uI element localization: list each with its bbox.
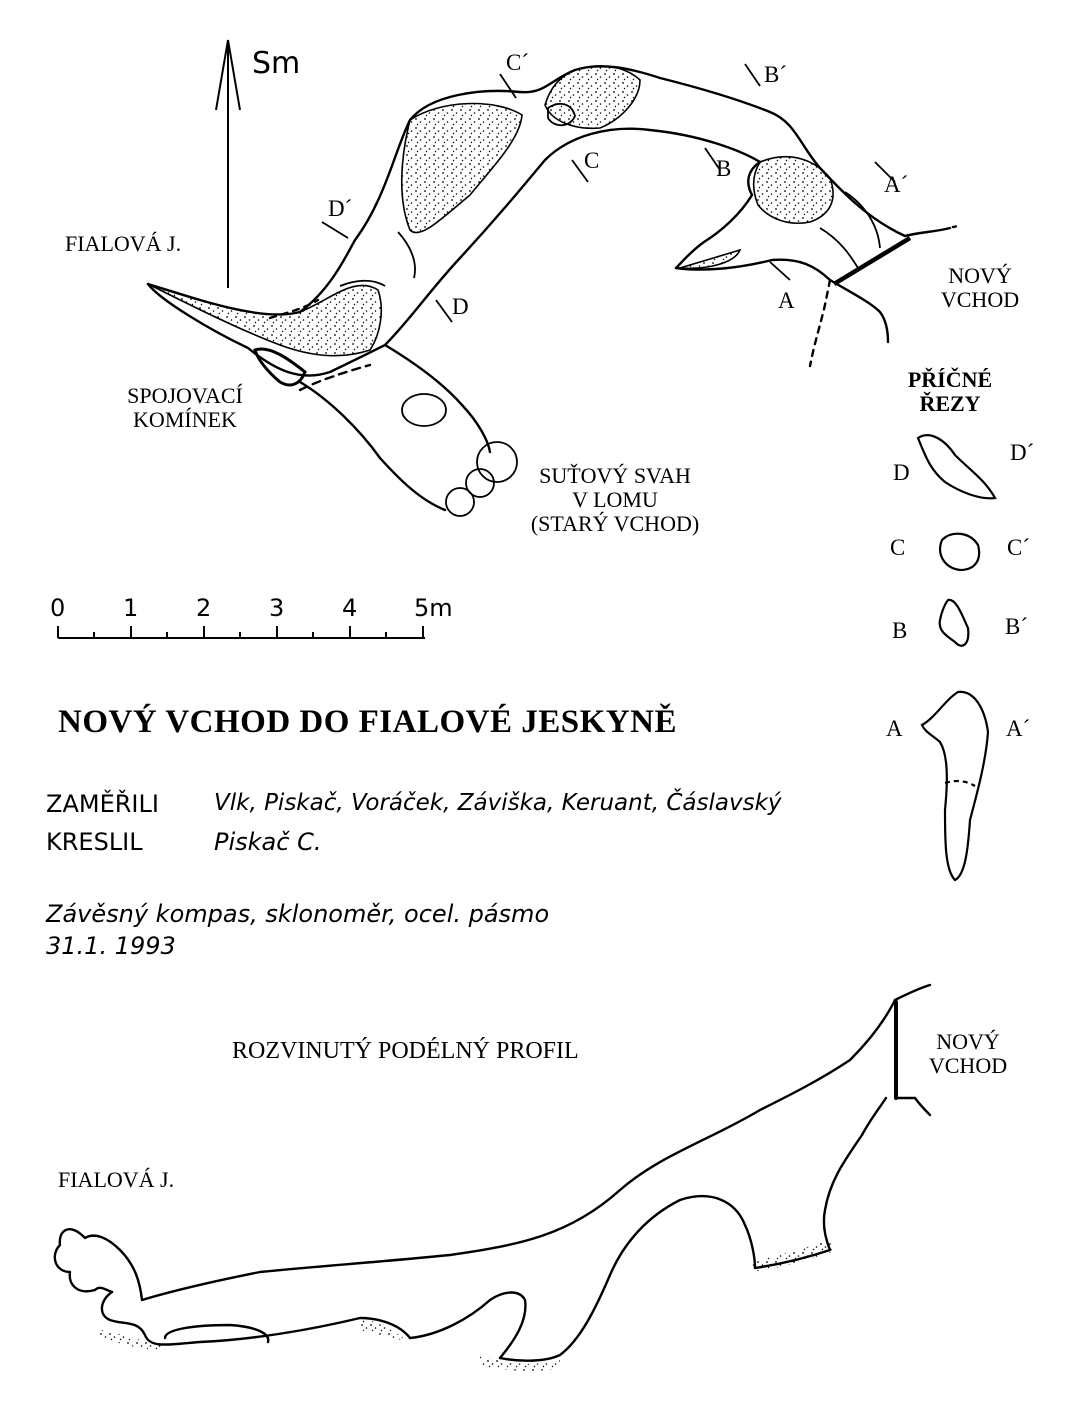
drawn-label: KRESLIL bbox=[46, 828, 143, 856]
north-arrow-icon bbox=[216, 40, 240, 288]
cross-section-a-shape bbox=[922, 692, 988, 880]
cross-section-d-prime-label: D´ bbox=[1010, 440, 1035, 465]
cross-section-b-shape bbox=[940, 600, 969, 646]
survey-instruments: Závěsný kompas, sklonoměr, ocel. pásmo bbox=[46, 900, 550, 928]
scale-tick-2: 2 bbox=[196, 594, 212, 622]
novy-vchod-line2: VCHOD bbox=[940, 287, 1020, 313]
cross-sections-heading-line2: ŘEZY bbox=[919, 391, 981, 417]
profile-novy-vchod-line2: VCHOD bbox=[928, 1053, 1008, 1079]
cross-section-d-shape bbox=[918, 435, 995, 498]
north-label: Sm bbox=[252, 46, 301, 81]
new-entrance-marker bbox=[834, 238, 910, 284]
profile-label-fialova-j: FIALOVÁ J. bbox=[58, 1167, 175, 1192]
sutovy-line3: (STARÝ VCHOD) bbox=[530, 511, 700, 537]
scale-tick-5m: 5m bbox=[414, 594, 453, 622]
profile-sediment bbox=[100, 1240, 832, 1371]
plan-label-novy-vchod bbox=[920, 264, 1040, 312]
section-mark-a: A bbox=[778, 288, 795, 313]
plan-label-spojovaci-komin bbox=[110, 384, 260, 432]
cross-section-c-shape bbox=[940, 534, 979, 570]
drawn-by: Piskač C. bbox=[214, 828, 322, 856]
cave-plan-outline bbox=[148, 66, 958, 513]
cross-section-c-label: C bbox=[890, 535, 906, 560]
spojovaci-line1: SPOJOVACÍ bbox=[127, 383, 243, 408]
profile-novy-vchod-line1: NOVÝ bbox=[936, 1029, 1000, 1054]
map-title: NOVÝ VCHOD DO FIALOVÉ JESKYNĚ bbox=[58, 704, 677, 740]
scale-tick-0: 0 bbox=[50, 594, 66, 622]
section-mark-c: C bbox=[584, 148, 600, 173]
cross-section-a-label: A bbox=[886, 716, 903, 741]
section-mark-d: D bbox=[452, 294, 469, 319]
cross-section-b-prime-label: B´ bbox=[1005, 614, 1028, 639]
cross-section-d-label: D bbox=[893, 460, 910, 485]
sutovy-line1: SUŤOVÝ SVAH bbox=[539, 463, 691, 488]
profile-title: ROZVINUTÝ PODÉLNÝ PROFIL bbox=[232, 1038, 579, 1064]
plan-label-sutovy-svah bbox=[500, 464, 730, 537]
cross-sections-heading bbox=[890, 368, 1010, 416]
section-mark-b: B bbox=[716, 156, 732, 181]
plan-label-fialova-j: FIALOVÁ J. bbox=[65, 231, 182, 256]
scale-tick-3: 3 bbox=[269, 594, 285, 622]
cross-section-c-prime-label: C´ bbox=[1007, 535, 1030, 560]
section-mark-a-prime: A´ bbox=[884, 172, 909, 197]
section-mark-c-prime: C´ bbox=[506, 50, 529, 75]
scale-bar bbox=[58, 626, 425, 638]
cross-sections-heading-line1: PŘÍČNÉ bbox=[907, 367, 993, 392]
scale-tick-1: 1 bbox=[123, 594, 139, 622]
surveyed-label: ZAMĚŘILI bbox=[46, 790, 159, 818]
sutovy-line2: V LOMU bbox=[572, 487, 658, 513]
profile-label-novy-vchod bbox=[908, 1030, 1028, 1078]
surveyed-by: Vlk, Piskač, Voráček, Záviška, Keruant, Čáslavský bbox=[214, 790, 782, 816]
cross-section-a-prime-label: A´ bbox=[1006, 716, 1031, 741]
novy-vchod-line1: NOVÝ bbox=[948, 263, 1012, 288]
cross-sections-drawings bbox=[918, 435, 995, 880]
spojovaci-line2: KOMÍNEK bbox=[133, 407, 237, 433]
section-mark-d-prime: D´ bbox=[328, 196, 353, 221]
cross-section-b-label: B bbox=[892, 618, 908, 643]
scale-tick-4: 4 bbox=[342, 594, 358, 622]
sediment-fill bbox=[148, 66, 833, 356]
section-mark-b-prime: B´ bbox=[764, 62, 787, 87]
survey-date: 31.1. 1993 bbox=[46, 932, 176, 960]
